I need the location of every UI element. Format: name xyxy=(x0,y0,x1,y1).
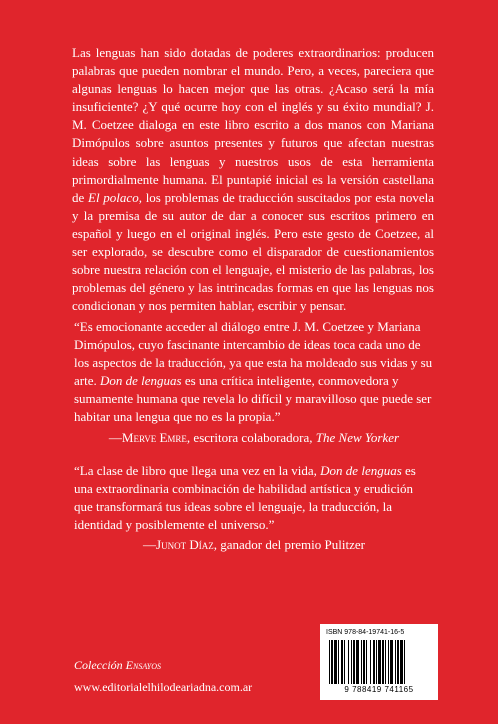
book-title-el-polaco: El polaco xyxy=(88,189,139,205)
barcode-icon xyxy=(328,640,430,684)
isbn-label: ISBN 978-84-19741-16-5 xyxy=(326,629,405,636)
attribution-name: Merve Emre xyxy=(121,429,187,445)
quote-text xyxy=(74,462,434,534)
publisher-website: www.editorialelhilodeariadna.com.ar xyxy=(74,680,253,694)
quote-book-title: Don de lenguas xyxy=(99,373,182,389)
quote-attribution xyxy=(74,536,434,554)
attribution-role: , ganador del premio Pulitzer xyxy=(213,537,365,553)
synopsis-intro: Las lenguas han sido dotadas de poderes extraordinarios: producen palabras que pueden nombrar el mundo. Pero, a veces, pareciera que algunas lenguas lo hacen mejor que las otras. ¿Acaso será la mía insuficiente? ¿Y qué ocurre hoy con el inglés y su éxito mundial? J. M. Coetzee dialoga en este libro escrito a dos manos con Mariana Dimópulos sobre asuntos presentes y futuros que afectan nuestras ideas sobre las lenguas y nuestros usos de esta herramienta primordialmente humana. El puntapié inicial es la versión castellana de xyxy=(72,45,434,205)
quote-text-part: es una extraordinaria combinación de habilidad artística y erudición que transformará tus ideas sobre el lenguaje, la traducción, la identidad y posiblemente el universo.” xyxy=(74,463,416,533)
synopsis-paragraph xyxy=(72,44,434,315)
review-quote-emre xyxy=(74,318,434,447)
attribution-name: Junot Díaz xyxy=(156,537,214,553)
collection-label xyxy=(74,658,161,673)
quote-text-part: “La clase de libro que llega una vez en la vida, xyxy=(74,463,321,478)
isbn-barcode-box xyxy=(320,624,438,700)
quote-text xyxy=(74,318,434,427)
quote-book-title: Don de lenguas xyxy=(320,463,402,478)
collection-name: Ensayos xyxy=(125,658,161,672)
attribution-role: , escritora colaboradora, xyxy=(186,429,316,445)
quote-text-part: es una crítica inteligente, conmovedora y sumamente humana que revela lo difícil y maravilloso que puede ser habitar una lengua que no es la propia.” xyxy=(74,373,432,425)
quote-text-part: “Es emocionante acceder al diálogo entre J. M. Coetzee y Mariana Dimópulos, cuyo fascinante intercambio de ideas toca cada uno de los aspectos de la traducción, ya que esta ha moldeado sus vidas y su arte. xyxy=(74,319,433,389)
attribution-publication: The New Yorker xyxy=(315,429,400,445)
review-quote-diaz xyxy=(74,462,434,554)
barcode-digits: 9 788419 741165 xyxy=(344,685,414,694)
attribution-dash: — xyxy=(108,429,122,445)
quote-attribution xyxy=(74,429,434,447)
synopsis-rest: , los problemas de traducción suscitados por esta novela y la premisa de su autor de dar a conocer sus escritos primero en español y luego en el original inglés. Pero este gesto de Coetzee, al ser explorado, se descubre como el disparador de cuestionamientos sobre nuestra relación con el lenguaje, el misterio de las palabras, los problemas del género y las intrincadas formas en que las lenguas nos condicionan y nos permiten hablar, escribir y pensar. xyxy=(72,189,434,314)
collection-prefix: Colección xyxy=(74,658,126,672)
attribution-dash: — xyxy=(143,537,157,553)
